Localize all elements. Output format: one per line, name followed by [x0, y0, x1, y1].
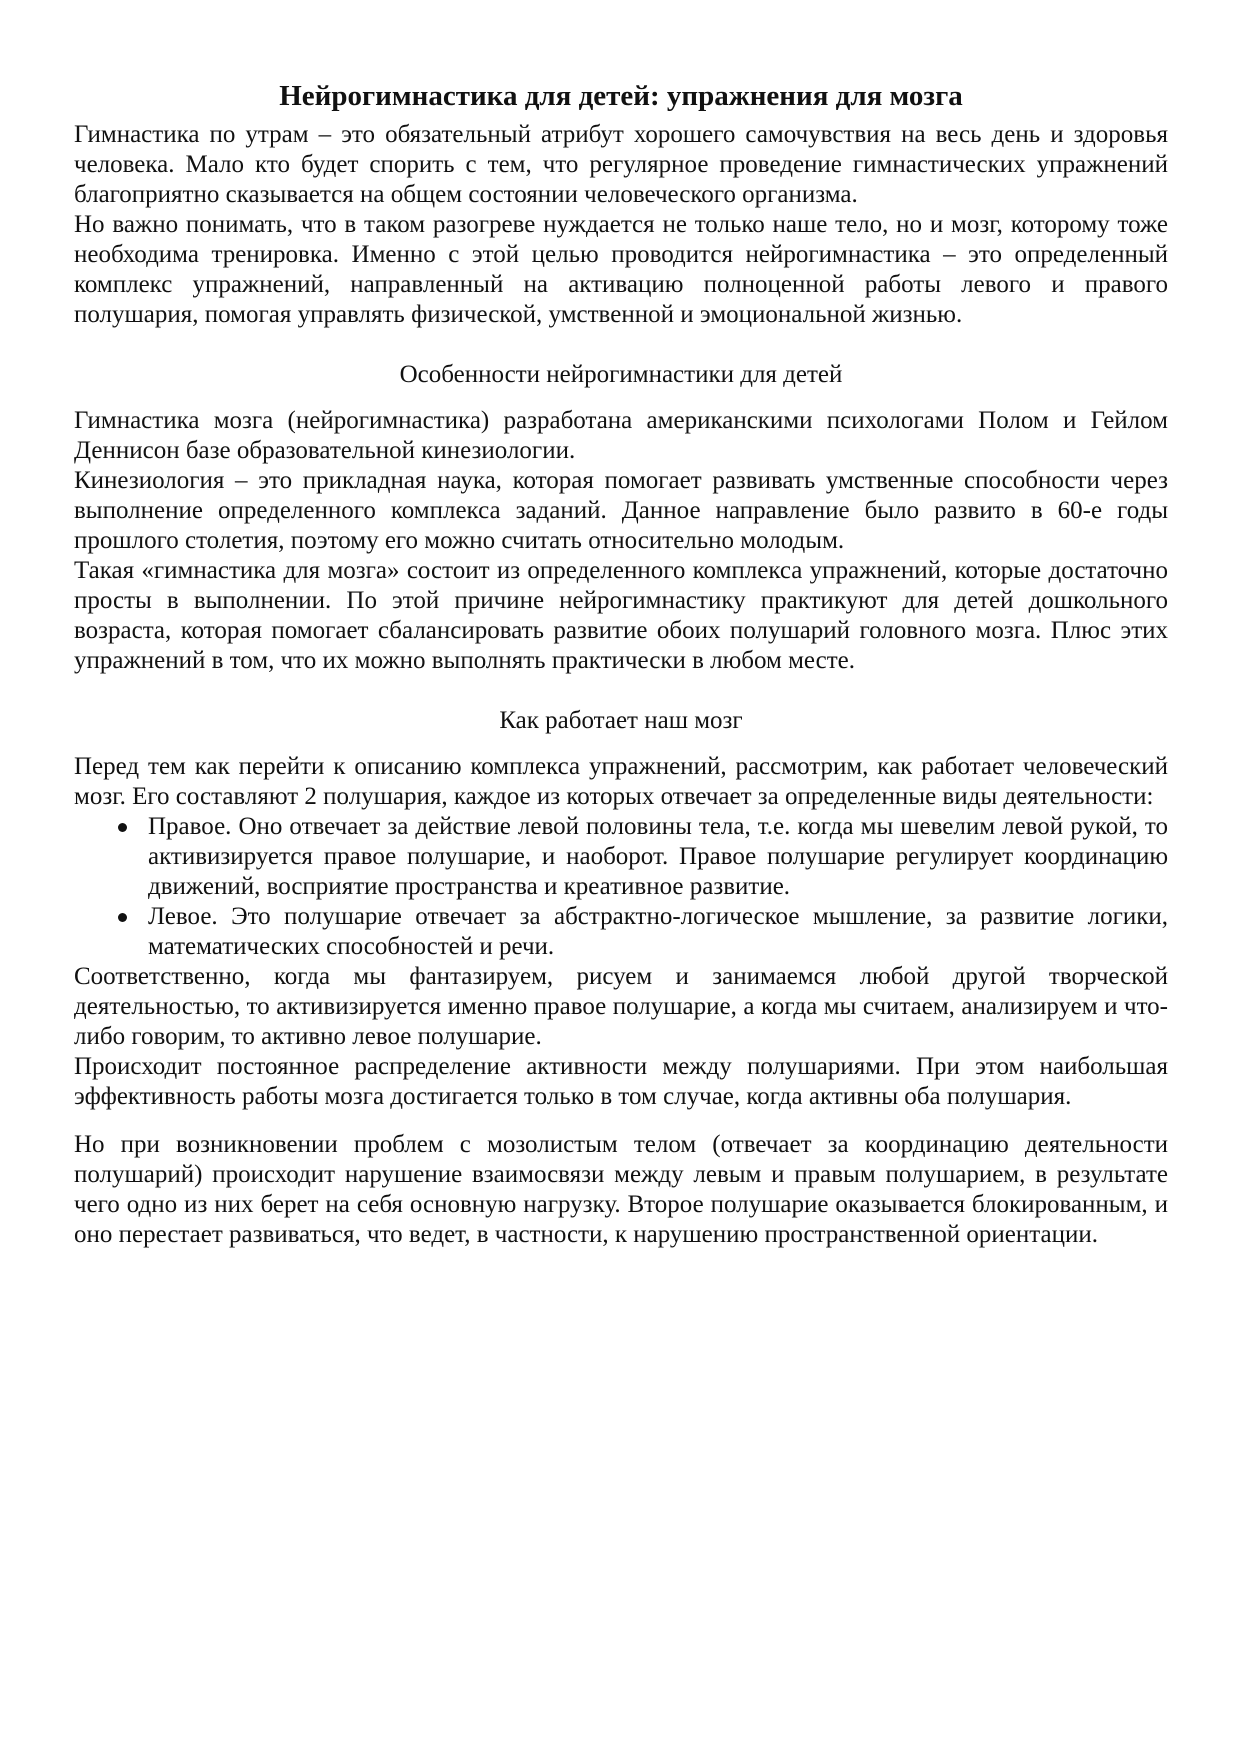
features-paragraph-2: Кинезиология – это прикладная наука, которая помогает развивать умственные способности через выполнение определенного комплекса заданий. Данное направление было развито в 60-е годы прошлого столетия, поэтому его можно считать относительно молодым. — [74, 467, 1168, 554]
features-paragraph-1: Гимнастика мозга (нейрогимнастика) разработана американскими психологами Полом и Гейлом Деннисон базе образовательной кинезиологии. — [74, 407, 1168, 464]
brain-paragraph-1: Соответственно, когда мы фантазируем, рисуем и занимаемся любой другой творческой деятельностью, то активизируется именно правое полушарие, а когда мы считаем, анализируем и что-либо говорим, то активно левое полушарие. — [74, 963, 1168, 1050]
brain-closing-paragraph: Но при возникновении проблем с мозолистым телом (отвечает за координацию деятельности полушарий) происходит нарушение взаимосвязи между левым и правым полушарием, в результате чего одно из них берет на себя основную нагрузку. Второе полушарие оказывается блокированным, и оно перестает развиваться, что ведет, в частности, к нарушению пространственной ориентации. — [74, 1131, 1168, 1248]
section-heading-brain: Как работает наш мозг — [499, 707, 743, 734]
features-paragraph-3: Такая «гимнастика для мозга» состоит из определенного комплекса упражнений, которые достаточно просты в выполнении. По этой причине нейрогимнастику практикуют для детей дошкольного возраста, которая помогает сбалансировать развитие обоих полушарий головного мозга. Плюс этих упражнений в том, что их можно выполнять практически в любом месте. — [74, 557, 1168, 674]
hemisphere-list — [74, 812, 1168, 962]
section-heading-features: Особенности нейрогимнастики для детей — [399, 361, 843, 388]
document-title: Нейрогимнастика для детей: упражнения для мозга — [279, 80, 963, 112]
document-page — [74, 78, 1168, 1250]
intro-paragraph-1: Гимнастика по утрам – это обязательный атрибут хорошего самочувствия на весь день и здоровья человека. Мало кто будет спорить с тем, что регулярное проведение гимнастических упражнений благоприятно сказывается на общем состоянии человеческого организма. — [74, 121, 1168, 208]
list-item-right-hemisphere — [74, 812, 1168, 902]
bullet-icon — [118, 913, 127, 922]
brain-paragraph-2: Происходит постоянное распределение активности между полушариями. При этом наибольшая эффективность работы мозга достигается только в том случае, когда активны оба полушария. — [74, 1053, 1168, 1110]
brain-lead-paragraph: Перед тем как перейти к описанию комплекса упражнений, рассмотрим, как работает человеческий мозг. Его составляют 2 полушария, каждое из которых отвечает за определенные виды деятельности: — [74, 753, 1168, 810]
list-item-text: Левое. Это полушарие отвечает за абстрактно-логическое мышление, за развитие логики, математических способностей и речи. — [148, 903, 1168, 960]
list-item-left-hemisphere — [74, 902, 1168, 962]
intro-paragraph-2: Но важно понимать, что в таком разогреве нуждается не только наше тело, но и мозг, которому тоже необходима тренировка. Именно с этой целью проводится нейрогимнастика – это определенный комплекс упражнений, направленный на активацию полноценной работы левого и правого полушария, помогая управлять физической, умственной и эмоциональной жизнью. — [74, 211, 1168, 328]
bullet-icon — [118, 823, 127, 832]
list-item-text: Правое. Оно отвечает за действие левой половины тела, т.е. когда мы шевелим левой рукой, то активизируется правое полушарие, и наоборот. Правое полушарие регулирует координацию движений, восприятие пространства и креативное развитие. — [148, 813, 1168, 900]
